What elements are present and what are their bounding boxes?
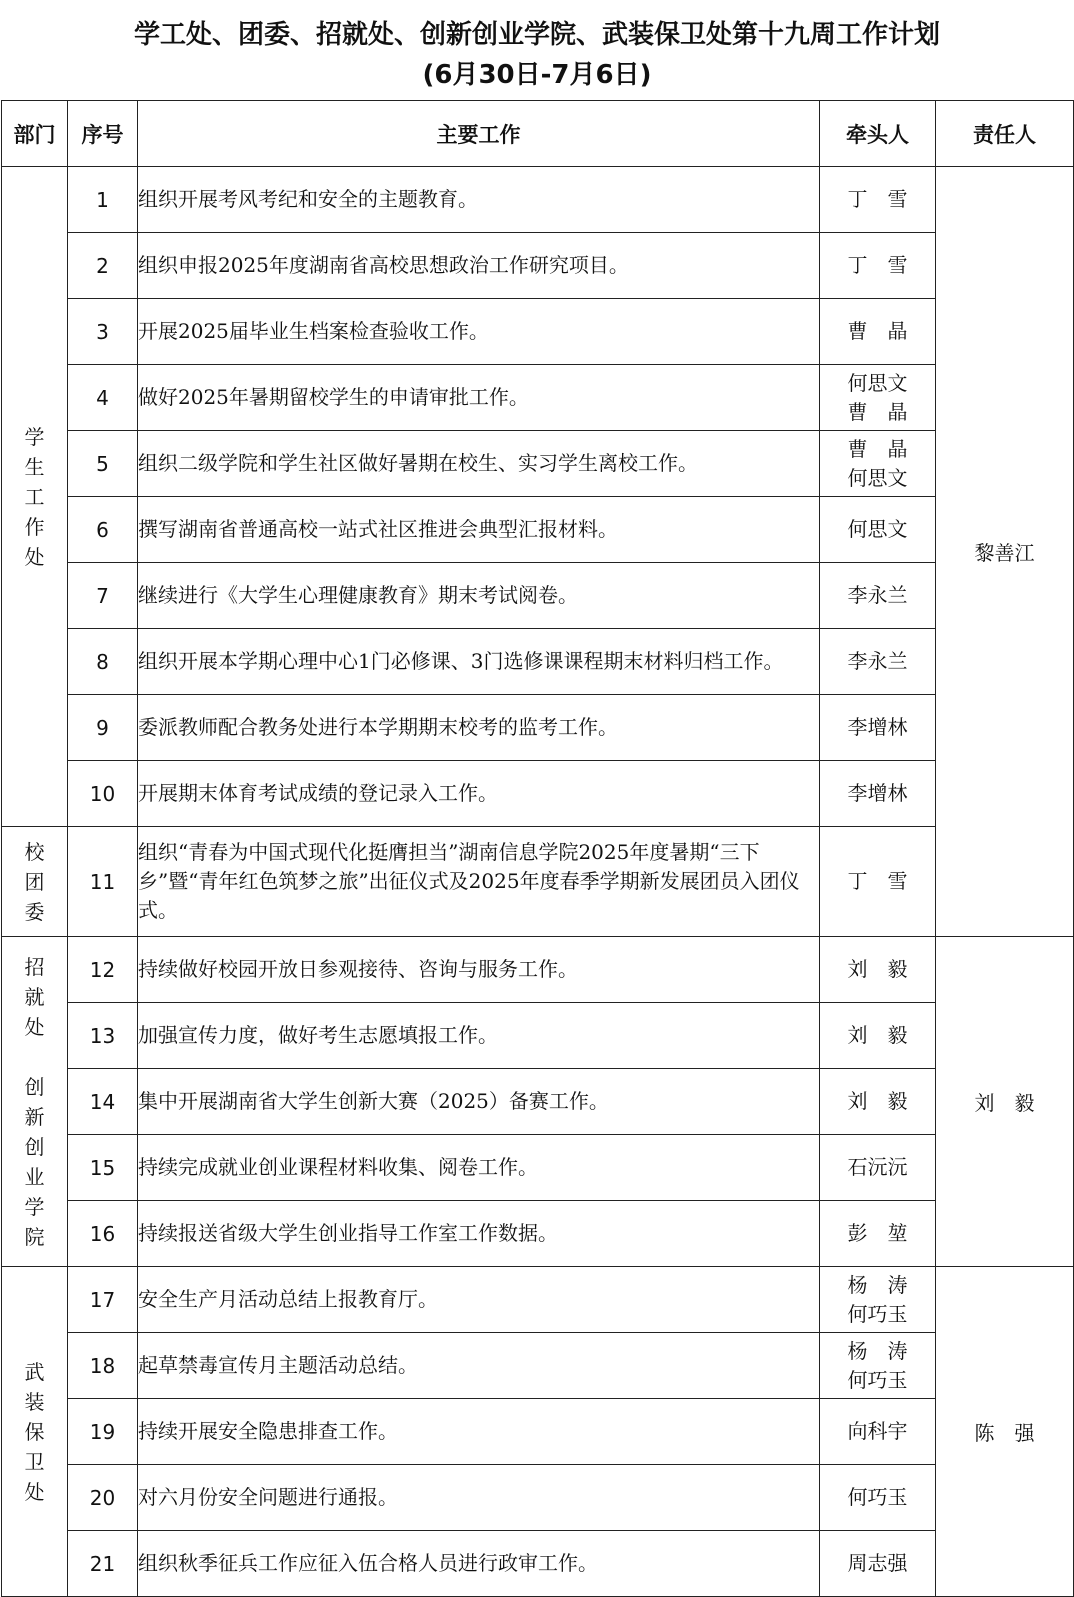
dept-char: 学 <box>24 424 45 449</box>
dept-char: 团 <box>24 869 45 894</box>
table-row <box>2 431 1074 497</box>
dept-char: 装 <box>24 1389 45 1414</box>
table-row <box>2 1267 1074 1333</box>
table-row <box>2 233 1074 299</box>
dept-char: 处 <box>24 1014 45 1039</box>
lead-person: 何巧玉 <box>847 1485 908 1509</box>
dept-cell-wuzhuang <box>2 1267 68 1597</box>
dept-cell-xuegong <box>2 167 68 827</box>
row-number: 14 <box>68 1069 138 1135</box>
row-number: 17 <box>68 1267 138 1333</box>
row-number: 7 <box>68 563 138 629</box>
work-description: 组织申报2025年度湖南省高校思想政治工作研究项目。 <box>138 233 820 299</box>
work-description: 持续开展安全隐患排查工作。 <box>138 1399 820 1465</box>
work-description: 集中开展湖南省大学生创新大赛（2025）备赛工作。 <box>138 1069 820 1135</box>
table-row <box>2 1465 1074 1531</box>
row-number: 20 <box>68 1465 138 1531</box>
table-row <box>2 937 1074 1003</box>
work-description: 对六月份安全问题进行通报。 <box>138 1465 820 1531</box>
row-number: 5 <box>68 431 138 497</box>
lead-person: 刘 毅 <box>847 957 908 981</box>
document-date-range: (6月30日-7月6日) <box>422 60 652 90</box>
dept-char: 生 <box>24 454 45 479</box>
work-description: 起草禁毒宣传月主题活动总结。 <box>138 1333 820 1399</box>
lead-person: 李增林 <box>847 781 908 805</box>
header-dept: 部门 <box>2 101 68 167</box>
work-description: 组织二级学院和学生社区做好暑期在校生、实习学生离校工作。 <box>138 431 820 497</box>
document-title: 学工处、团委、招就处、创新创业学院、武装保卫处第十九周工作计划 <box>133 20 940 50</box>
dept-cell-zhaojiu <box>2 937 68 1267</box>
table-row <box>2 761 1074 827</box>
lead-person-cell <box>820 1399 936 1465</box>
header-resp: 责任人 <box>936 101 1074 167</box>
work-description: 继续进行《大学生心理健康教育》期末考试阅卷。 <box>138 563 820 629</box>
lead-person: 李永兰 <box>847 649 908 673</box>
lead-person-cell <box>820 299 936 365</box>
work-description: 持续报送省级大学生创业指导工作室工作数据。 <box>138 1201 820 1267</box>
lead-person: 何巧玉 <box>847 1367 908 1392</box>
lead-person: 石沅沅 <box>847 1155 908 1179</box>
lead-person-cell <box>820 1267 936 1333</box>
work-description: 组织开展本学期心理中心1门必修课、3门选修课课程期末材料归档工作。 <box>138 629 820 695</box>
work-description: 组织秋季征兵工作应征入伍合格人员进行政审工作。 <box>138 1531 820 1597</box>
dept-char: 院 <box>24 1224 45 1249</box>
dept-char: 创 <box>24 1074 45 1099</box>
row-number: 10 <box>68 761 138 827</box>
lead-person-cell <box>820 233 936 299</box>
row-number: 6 <box>68 497 138 563</box>
table-row <box>2 1333 1074 1399</box>
row-number: 18 <box>68 1333 138 1399</box>
lead-person-cell <box>820 431 936 497</box>
row-number: 19 <box>68 1399 138 1465</box>
dept-char: 工 <box>24 484 45 509</box>
dept-char <box>2 1042 67 1072</box>
lead-person-cell <box>820 1069 936 1135</box>
work-description: 加强宣传力度，做好考生志愿填报工作。 <box>138 1003 820 1069</box>
dept-char: 业 <box>24 1164 45 1189</box>
lead-person: 何思文 <box>847 517 908 541</box>
work-description: 组织开展考风考纪和安全的主题教育。 <box>138 167 820 233</box>
lead-person-cell <box>820 761 936 827</box>
document-title-block <box>0 0 1074 100</box>
dept-char: 武 <box>24 1359 45 1384</box>
work-description: 安全生产月活动总结上报教育厅。 <box>138 1267 820 1333</box>
lead-person: 丁 雪 <box>847 869 908 893</box>
lead-person: 向科宇 <box>847 1419 908 1443</box>
dept-char: 就 <box>24 984 45 1009</box>
lead-person-cell <box>820 1135 936 1201</box>
lead-person-cell <box>820 1531 936 1597</box>
lead-person: 丁 雪 <box>847 253 908 277</box>
responsible-person-xuegong: 黎善江 <box>936 167 1074 937</box>
row-number: 4 <box>68 365 138 431</box>
row-number: 12 <box>68 937 138 1003</box>
table-row <box>2 1003 1074 1069</box>
dept-char: 学 <box>24 1194 45 1219</box>
table-header-row <box>2 101 1074 167</box>
lead-person-cell <box>820 827 936 937</box>
dept-cell-tuanwei <box>2 827 68 937</box>
lead-person-cell <box>820 365 936 431</box>
work-description: 开展期末体育考试成绩的登记录入工作。 <box>138 761 820 827</box>
dept-char: 保 <box>24 1419 45 1444</box>
work-description: 委派教师配合教务处进行本学期期末校考的监考工作。 <box>138 695 820 761</box>
work-description: 持续完成就业创业课程材料收集、阅卷工作。 <box>138 1135 820 1201</box>
table-row <box>2 299 1074 365</box>
lead-person: 杨 涛 <box>847 1338 908 1363</box>
row-number: 13 <box>68 1003 138 1069</box>
header-lead: 牵头人 <box>820 101 936 167</box>
dept-char: 委 <box>24 899 45 924</box>
row-number: 2 <box>68 233 138 299</box>
dept-char: 处 <box>24 544 45 569</box>
lead-person: 何思文 <box>847 370 908 395</box>
table-row <box>2 1399 1074 1465</box>
work-plan-table <box>1 100 1074 1597</box>
row-number: 11 <box>68 827 138 937</box>
dept-char: 卫 <box>24 1449 45 1474</box>
lead-person-cell <box>820 1465 936 1531</box>
lead-person-cell <box>820 167 936 233</box>
dept-char: 校 <box>24 839 45 864</box>
table-row <box>2 1531 1074 1597</box>
table-row <box>2 1201 1074 1267</box>
lead-person: 曹 晶 <box>847 399 908 424</box>
row-number: 9 <box>68 695 138 761</box>
lead-person-cell <box>820 629 936 695</box>
responsible-person-zhaojiu: 刘 毅 <box>936 937 1074 1267</box>
lead-person-cell <box>820 563 936 629</box>
work-description: 撰写湖南省普通高校一站式社区推进会典型汇报材料。 <box>138 497 820 563</box>
row-number: 8 <box>68 629 138 695</box>
lead-person-cell <box>820 497 936 563</box>
lead-person-cell <box>820 937 936 1003</box>
lead-person-cell <box>820 695 936 761</box>
lead-person: 曹 晶 <box>847 436 908 461</box>
row-number: 16 <box>68 1201 138 1267</box>
lead-person: 丁 雪 <box>847 187 908 211</box>
lead-person: 何思文 <box>847 465 908 490</box>
row-number: 15 <box>68 1135 138 1201</box>
table-row <box>2 497 1074 563</box>
work-description: 开展2025届毕业生档案检查验收工作。 <box>138 299 820 365</box>
table-row <box>2 695 1074 761</box>
row-number: 3 <box>68 299 138 365</box>
table-row <box>2 1069 1074 1135</box>
lead-person: 彭 堃 <box>847 1221 908 1245</box>
work-description: 组织“青春为中国式现代化挺膺担当”湖南信息学院2025年度暑期“三下乡”暨“青年红色筑梦之旅”出征仪式及2025年度春季学期新发展团员入团仪式。 <box>138 827 820 937</box>
work-description: 做好2025年暑期留校学生的申请审批工作。 <box>138 365 820 431</box>
dept-char: 处 <box>24 1479 45 1504</box>
responsible-person-wuzhuang: 陈 强 <box>936 1267 1074 1597</box>
dept-char: 新 <box>24 1104 45 1129</box>
lead-person-cell <box>820 1003 936 1069</box>
lead-person-cell <box>820 1333 936 1399</box>
header-work: 主要工作 <box>138 101 820 167</box>
table-row <box>2 827 1074 937</box>
lead-person: 李永兰 <box>847 583 908 607</box>
work-description: 持续做好校园开放日参观接待、咨询与服务工作。 <box>138 937 820 1003</box>
dept-char: 招 <box>24 954 45 979</box>
row-number: 21 <box>68 1531 138 1597</box>
table-row <box>2 167 1074 233</box>
lead-person: 李增林 <box>847 715 908 739</box>
lead-person: 杨 涛 <box>847 1272 908 1297</box>
table-row <box>2 629 1074 695</box>
table-row <box>2 563 1074 629</box>
lead-person: 刘 毅 <box>847 1023 908 1047</box>
header-num: 序号 <box>68 101 138 167</box>
table-row <box>2 365 1074 431</box>
table-row <box>2 1135 1074 1201</box>
lead-person: 刘 毅 <box>847 1089 908 1113</box>
lead-person: 何巧玉 <box>847 1301 908 1326</box>
lead-person: 曹 晶 <box>847 319 908 343</box>
lead-person-cell <box>820 1201 936 1267</box>
row-number: 1 <box>68 167 138 233</box>
dept-char: 创 <box>24 1134 45 1159</box>
lead-person: 周志强 <box>847 1551 908 1575</box>
dept-char: 作 <box>24 514 45 539</box>
